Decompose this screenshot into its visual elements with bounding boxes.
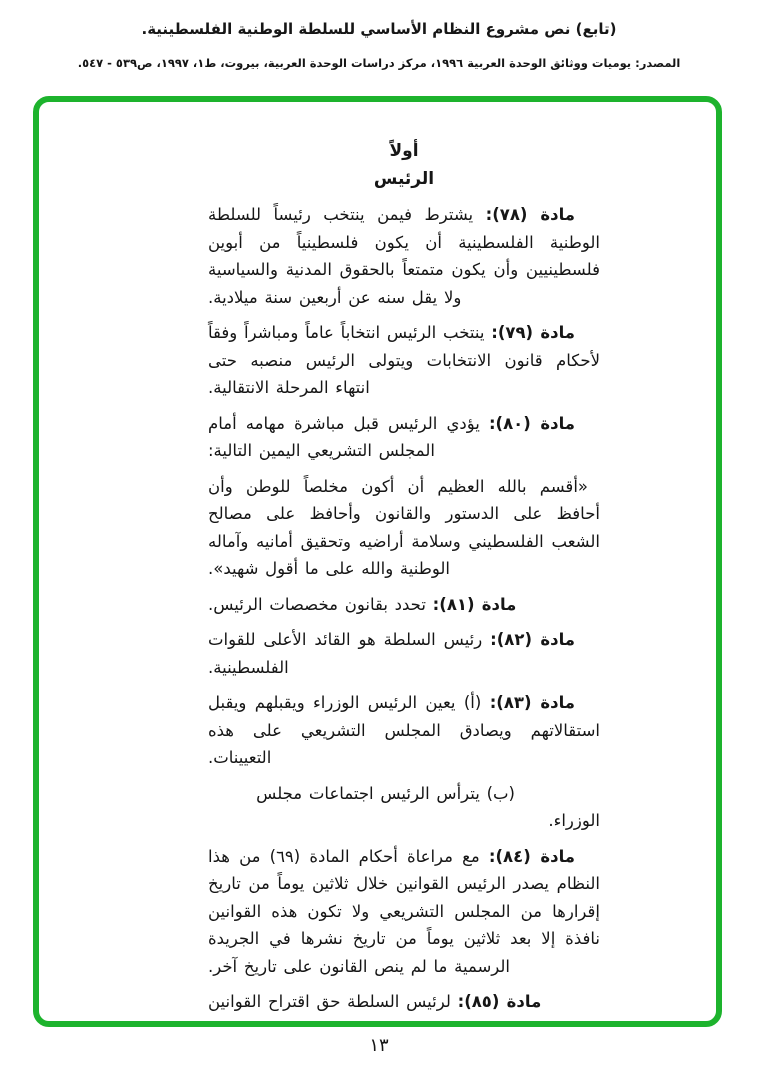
article-80-label: مادة (٨٠):: [488, 413, 575, 433]
article-79-text: ينتخب الرئيس انتخاباً عاماً ومباشراً وفقاً لأحكام قانون الانتخابات ويتولى الرئيس منصبه حتى انتهاء المرحلة الانتقالية.: [208, 323, 600, 397]
article-78-label: مادة (٧٨):: [485, 205, 576, 224]
article-81-label: مادة (٨١):: [432, 594, 517, 614]
article-82-text: رئيس السلطة هو القائد الأعلى للقوات الفلسطينية.: [208, 630, 483, 677]
article-84-label: مادة (٨٤):: [488, 846, 576, 866]
article-81-text: تحدد بقانون مخصصات الرئيس.: [208, 594, 426, 614]
article-83-text: (أ) يعين الرئيس الوزراء ويقبلهم ويقبل استقالاتهم ويصادق المجلس التشريعي على هذه التعيينات.: [208, 693, 600, 767]
presidential-oath-paragraph: «أقسم بالله العظيم أن أكون مخلصاً للوطن وأن أحافظ على الدستور والقانون وأحافظ على مصالح الشعب الفلسطيني وسلامة أراضيه وتحقيق أمانيه وآماله الوطنية والله على ما أقول شهيد».: [208, 476, 600, 578]
article-80: [208, 410, 600, 465]
article-82: [208, 626, 600, 681]
article-79-label: مادة (٧٩):: [491, 323, 576, 342]
article-84: [208, 843, 600, 981]
section-heading: أولاً: [389, 141, 419, 161]
page-number: ١٣: [369, 1035, 389, 1056]
article-81: [208, 591, 600, 619]
header-source-citation: المصدر: يوميات ووثائق الوحدة العربية ١٩٩٦، مركز دراسات الوحدة العربية، بيروت، ط١، ١٩٩٧، ص٥٣٩ - ٥٤٧.: [77, 56, 681, 70]
section-subheading: الرئيس: [373, 168, 435, 189]
header-title: (تابع) نص مشروع النظام الأساسي للسلطة الوطنية الفلسطينية.: [141, 20, 617, 38]
article-83-clause-b: (ب) يترأس الرئيس اجتماعات مجلس الوزراء.: [256, 783, 600, 830]
article-78: [208, 201, 600, 311]
article-84-text: مع مراعاة أحكام المادة (٦٩) من هذا النظام يصدر الرئيس القوانين خلال ثلاثين يوماً من تاريخ إقرارها من المجلس التشريعي ولا تكون هذه القوانين نافذة إلا بعد ثلاثين يوماً من تاريخ نشرها في الجريدة الرسمية ما لم ينص القانون على تاريخ آخر.: [208, 846, 600, 976]
article-85-label: مادة (٨٥):: [457, 992, 542, 1011]
article-82-label: مادة (٨٢):: [490, 630, 575, 649]
article-85-text: لرئيس السلطة حق اقتراح القوانين: [208, 992, 451, 1011]
article-85: [208, 988, 600, 1016]
article-83: [208, 689, 600, 772]
article-80-text: يؤدي الرئيس قبل مباشرة مهامه أمام المجلس التشريعي اليمين التالية:: [208, 413, 480, 460]
article-79: [208, 319, 600, 402]
article-83-label: مادة (٨٣):: [489, 693, 576, 712]
document-body: [208, 138, 600, 1016]
article-78-text: يشترط فيمن ينتخب رئيساً للسلطة الوطنية الفلسطينية أن يكون فلسطينياً من أبوين فلسطينيين وأن يكون متمتعاً بالحقوق المدنية والسياسية ولا يقل سنه عن أربعين سنة ميلادية.: [208, 205, 600, 307]
